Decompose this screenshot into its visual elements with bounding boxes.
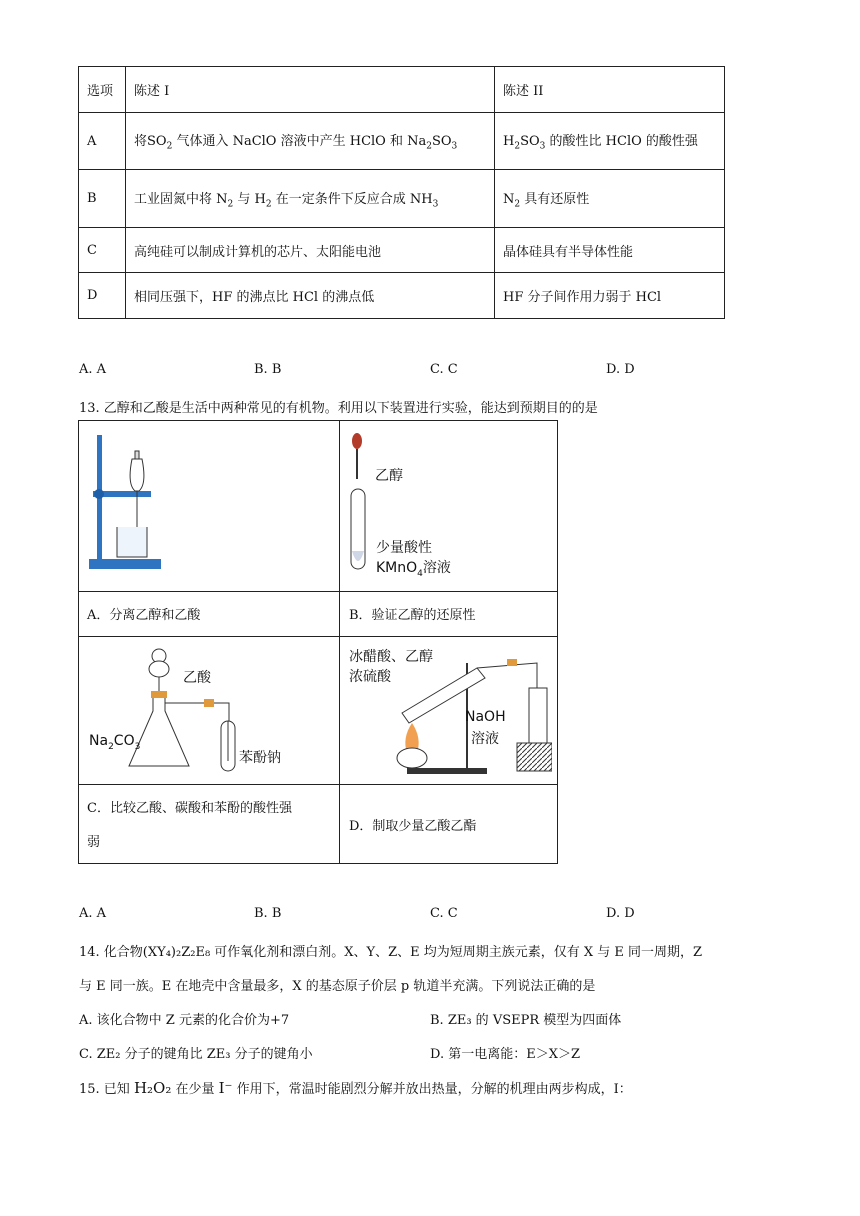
q13-option-c[interactable]: C. C (430, 906, 458, 921)
q13-option-a[interactable]: A. A (79, 906, 107, 921)
table-row (79, 228, 725, 273)
caption-d: D．制取少量乙酸乙酯 (349, 819, 477, 834)
row-statement-1: 高纯硅可以制成计算机的芯片、太阳能电池 (126, 228, 495, 273)
q13-stem: 13. 乙醇和乙酸是生活中两种常见的有机物。利用以下装置进行实验，能达到预期目的的是 (79, 401, 598, 416)
row-statement-1: 工业固氮中将 $N_2$ 与 $H_2$ 在一定条件下反应合成 $NH_3$ (126, 170, 495, 228)
q13-figure-grid (78, 420, 558, 864)
table-row (79, 170, 725, 228)
q14-option-d[interactable]: D. 第一电离能：E＞X＞Z (430, 1047, 581, 1062)
label-sodium-phenolate: 苯酚钠 (239, 750, 281, 766)
label-acetic-acid: 乙酸 (183, 670, 211, 686)
caption-b: B．验证乙醇的还原性 (349, 608, 476, 623)
label-solution: 溶液 (471, 731, 499, 747)
table-row (79, 273, 725, 319)
q13-option-d[interactable]: D. D (606, 906, 635, 921)
label-acidic: 少量酸性 (376, 540, 432, 556)
label-reagents: 冰醋酸、乙醇 (349, 649, 433, 665)
q13-option-b[interactable]: B. B (254, 906, 282, 921)
q14-stem-line1: 14. 化合物(XY₄)₂Z₂E₈ 可作氧化剂和漂白剂。X、Y、Z、E 均为短周期主族元素，仅有 X 与 E 同一周期，Z (79, 945, 703, 960)
row-option: C (79, 228, 126, 273)
row-statement-2: HF 分子间作用力弱于 HCl (495, 273, 725, 319)
q14-option-a[interactable]: A. 该化合物中 Z 元素的化合价为+7 (79, 1013, 290, 1028)
row-option: A (79, 113, 126, 170)
row-option: B (79, 170, 126, 228)
q14-option-c[interactable]: C. ZE₂ 分子的键角比 ZE₃ 分子的键角小 (79, 1047, 313, 1062)
q15-stem: 15. 已知 H₂O₂ 在少量 I⁻ 作用下，常温时能剧烈分解并放出热量，分解的机理由两步构成，I： (79, 1079, 632, 1097)
q12-option-d[interactable]: D. D (606, 362, 635, 377)
label-naoh: NaOH (465, 709, 506, 725)
row-statement-1: 将$SO_2$ 气体通入 NaClO 溶液中产生 HClO 和 $Na_2SO_3$ (126, 113, 495, 170)
q12-option-b[interactable]: B. B (254, 362, 282, 377)
label-na2co3: $Na_2CO_3$ (89, 733, 141, 752)
row-statement-1: 相同压强下，HF 的沸点比 HCl 的沸点低 (126, 273, 495, 319)
q12-table (78, 66, 725, 319)
label-kmno4: KMnO$_4$溶液 (376, 560, 451, 579)
table-header-row (79, 67, 725, 113)
row-statement-2: 晶体硅具有半导体性能 (495, 228, 725, 273)
header-option: 选项 (79, 67, 126, 113)
header-statement-1: 陈述 I (126, 67, 495, 113)
header-statement-2: 陈述 II (495, 67, 725, 113)
dropper-and-test-tube-figure (347, 431, 377, 571)
q14-stem-line2: 与 E 同一族。E 在地壳中含量最多，X 的基态原子价层 p 轨道半充满。下列说法正确的是 (79, 979, 596, 994)
label-conc-h2so4: 浓硫酸 (349, 669, 391, 685)
table-row (79, 113, 725, 170)
row-statement-2: $N_2$ 具有还原性 (495, 170, 725, 228)
label-ethanol: 乙醇 (375, 468, 403, 484)
row-statement-2: $H_2SO_3$ 的酸性比 HClO 的酸性强 (495, 113, 725, 170)
q12-option-c[interactable]: C. C (430, 362, 458, 377)
q14-option-b[interactable]: B. ZE₃ 的 VSEPR 模型为四面体 (430, 1013, 622, 1028)
caption-a: A．分离乙醇和乙酸 (87, 608, 201, 623)
row-option: D (79, 273, 126, 319)
q12-option-a[interactable]: A. A (79, 362, 107, 377)
separatory-funnel-apparatus-figure (87, 429, 167, 579)
caption-c-line2: 弱 (87, 835, 101, 850)
caption-c-line1: C．比较乙酸、碳酸和苯酚的酸性强 (87, 801, 292, 816)
